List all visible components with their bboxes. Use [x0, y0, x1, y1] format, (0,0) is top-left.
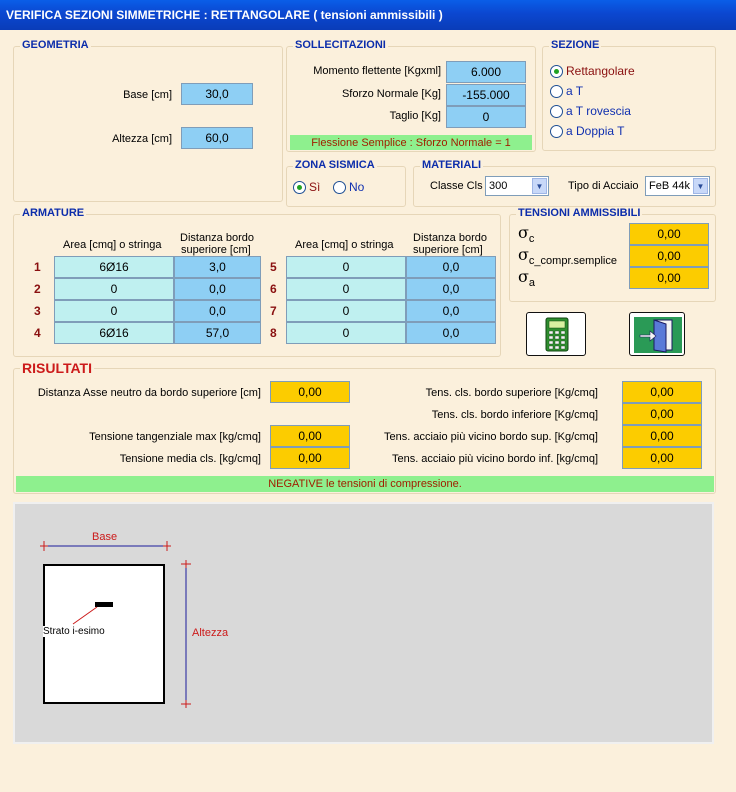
sigma-c-label: [518, 223, 534, 245]
tipo-acciaio-value: FeB 44k: [649, 180, 690, 192]
radio-doppia-t[interactable]: [550, 123, 624, 139]
asse-neutro-label: Distanza Asse neutro da bordo superiore [cm]: [37, 387, 261, 399]
compression-note: NEGATIVE le tensioni di compressione.: [16, 476, 714, 492]
zona-sismica-title: ZONA SISMICA: [295, 159, 375, 171]
acc-sup-label: Tens. acciaio più vicino bordo sup. [Kg/cmq]: [383, 431, 598, 443]
acc-inf-value: 0,00: [622, 447, 702, 469]
area-field-3[interactable]: 0: [54, 300, 174, 322]
tens-tang-value: 0,00: [270, 425, 350, 447]
dist-field-8[interactable]: 0,0: [406, 322, 496, 344]
tensioni-group: [509, 207, 716, 302]
row-number: 5: [270, 260, 277, 274]
sforzo-field[interactable]: -155.000: [446, 84, 526, 106]
radio-label: No: [349, 180, 365, 194]
col-header-dist-right-2: superiore [cm]: [413, 244, 483, 256]
sigma-sub: c: [528, 233, 535, 246]
sollecitazioni-group: [286, 39, 536, 152]
row-number: 2: [34, 282, 41, 296]
taglio-field[interactable]: 0: [446, 106, 526, 128]
cls-sup-value: 0,00: [622, 381, 702, 403]
drawing-base-label: Base: [92, 531, 118, 543]
sigma-symbol: σ: [518, 223, 529, 242]
acc-inf-label: Tens. acciaio più vicino bordo inf. [kg/cmq]: [391, 453, 598, 465]
base-label: Base [cm]: [123, 89, 172, 101]
radio-dot: [550, 125, 563, 138]
radio-dot-checked: [550, 65, 563, 78]
asse-neutro-value: 0,00: [270, 381, 350, 403]
col-header-area-left: Area [cmq] o stringa: [63, 239, 162, 251]
calculator-icon: [527, 313, 587, 357]
radio-label: Sì: [309, 180, 321, 194]
radio-dot: [550, 85, 563, 98]
tens-media-value: 0,00: [270, 447, 350, 469]
altezza-label: Altezza [cm]: [112, 133, 172, 145]
radio-label: a T rovescia: [566, 104, 631, 118]
dist-field-2[interactable]: 0,0: [174, 278, 261, 300]
sigma-symbol: σ: [518, 267, 529, 286]
sezione-group: [542, 39, 716, 151]
drawing-altezza-label: Altezza: [192, 627, 229, 639]
col-header-area-right: Area [cmq] o stringa: [295, 239, 394, 251]
tipo-acciaio-label: Tipo di Acciaio: [568, 180, 639, 192]
base-field[interactable]: 30,0: [181, 83, 253, 105]
area-field-1[interactable]: 6Ø16: [54, 256, 174, 278]
classe-cls-select[interactable]: [485, 176, 549, 196]
cls-inf-label: Tens. cls. bordo inferiore [Kg/cmq]: [431, 409, 598, 421]
risultati-title: RISULTATI: [22, 360, 92, 376]
classe-cls-label: Classe Cls: [430, 180, 483, 192]
sigma-sub: a: [528, 277, 536, 290]
altezza-field[interactable]: 60,0: [181, 127, 253, 149]
momento-field[interactable]: 6.000: [446, 61, 526, 83]
row-number: 8: [270, 326, 277, 340]
tens-tang-label: Tensione tangenziale max [kg/cmq]: [89, 431, 261, 443]
sigma-c-compr-label: [518, 245, 617, 267]
radio-a-t-rovescia[interactable]: [550, 103, 631, 119]
radio-rettangolare[interactable]: [550, 63, 635, 79]
sigma-a-label: [518, 267, 535, 289]
area-field-7[interactable]: 0: [286, 300, 406, 322]
acc-sup-value: 0,00: [622, 425, 702, 447]
risultati-group: [13, 360, 716, 494]
sezione-title: SEZIONE: [551, 39, 600, 51]
tipo-acciaio-select[interactable]: [645, 176, 710, 196]
area-field-5[interactable]: 0: [286, 256, 406, 278]
taglio-label: Taglio [Kg]: [389, 110, 441, 122]
materiali-title: MATERIALI: [422, 159, 482, 171]
area-field-8[interactable]: 0: [286, 322, 406, 344]
radio-label: Rettangolare: [566, 64, 635, 78]
zona-sismica-group: [286, 159, 406, 207]
radio-label: a T: [566, 84, 584, 98]
momento-label: Momento flettente [Kgxml]: [313, 65, 441, 77]
col-header-dist-left-2: superiore [cm]: [181, 244, 251, 256]
calculate-button[interactable]: [526, 312, 586, 356]
radio-dot-checked: [293, 181, 306, 194]
geometria-group: [13, 39, 283, 202]
sigma-a-value: 0,00: [629, 267, 709, 289]
geometria-title: GEOMETRIA: [22, 39, 89, 51]
area-field-6[interactable]: 0: [286, 278, 406, 300]
materiali-group: [413, 159, 716, 207]
dist-field-6[interactable]: 0,0: [406, 278, 496, 300]
row-number: 7: [270, 304, 277, 318]
window-title: VERIFICA SEZIONI SIMMETRICHE : RETTANGOLARE ( tensioni ammissibili ): [0, 0, 736, 30]
chevron-down-icon[interactable]: ▼: [532, 178, 547, 194]
area-field-4[interactable]: 6Ø16: [54, 322, 174, 344]
tensioni-title: TENSIONI AMMISSIBILI: [518, 207, 641, 219]
drawing-strato-label: Strato i-esimo: [43, 626, 105, 637]
sollecitazioni-status: Flessione Semplice : Sforzo Normale = 1: [290, 135, 532, 150]
exit-door-icon: [630, 313, 686, 357]
dist-field-1[interactable]: 3,0: [174, 256, 261, 278]
dist-field-5[interactable]: 0,0: [406, 256, 496, 278]
sigma-c-value: 0,00: [629, 223, 709, 245]
sigma-c-compr-value: 0,00: [629, 245, 709, 267]
row-number: 4: [34, 326, 41, 340]
row-number: 3: [34, 304, 41, 318]
dist-field-3[interactable]: 0,0: [174, 300, 261, 322]
dist-field-4[interactable]: 57,0: [174, 322, 261, 344]
tens-media-label: Tensione media cls. [kg/cmq]: [119, 453, 261, 465]
row-number: 1: [34, 260, 41, 274]
section-drawing: [15, 504, 712, 742]
sigma-symbol: σ: [518, 245, 529, 264]
radio-no[interactable]: [333, 179, 364, 195]
chevron-down-icon[interactable]: ▼: [693, 178, 708, 194]
main-panel: [4, 30, 732, 788]
exit-button[interactable]: [629, 312, 685, 356]
sollecitazioni-title: SOLLECITAZIONI: [295, 39, 386, 51]
sigma-sub: c_compr.semplice: [528, 255, 617, 268]
section-drawing-area: [13, 502, 714, 744]
cls-sup-label: Tens. cls. bordo superiore [Kg/cmq]: [425, 387, 598, 399]
radio-si[interactable]: [293, 179, 320, 195]
area-field-2[interactable]: 0: [54, 278, 174, 300]
radio-a-t[interactable]: [550, 83, 583, 99]
classe-cls-value: 300: [489, 180, 508, 192]
row-number: 6: [270, 282, 277, 296]
cls-inf-value: 0,00: [622, 403, 702, 425]
armature-group: [13, 207, 501, 357]
col-header-dist-left-1: Distanza bordo: [180, 232, 254, 244]
radio-label: a Doppia T: [566, 124, 625, 138]
radio-dot: [333, 181, 346, 194]
sforzo-label: Sforzo Normale [Kg]: [341, 88, 441, 100]
armature-title: ARMATURE: [22, 207, 85, 219]
col-header-dist-right-1: Distanza bordo: [413, 232, 487, 244]
radio-dot: [550, 105, 563, 118]
dist-field-7[interactable]: 0,0: [406, 300, 496, 322]
